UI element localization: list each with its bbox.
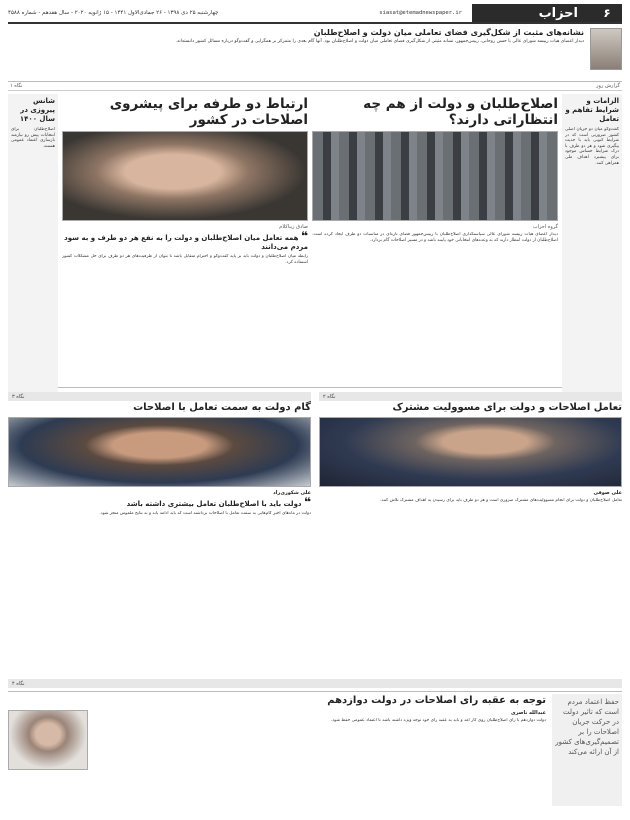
kicker-view-1: نگاه ۱ bbox=[10, 83, 23, 89]
view-3-headline: گام دولت به سمت تعامل با اصلاحات bbox=[133, 402, 311, 413]
view-4-headline: توجه به عقبه رای اصلاحات در دولت دوازدهم bbox=[327, 695, 546, 706]
kicker-report: گزارش روز bbox=[596, 83, 620, 89]
main-article bbox=[312, 94, 558, 392]
lead-title: نشانه‌های مثبت از شکل‌گیری فضای تعاملی میان دولت و اصلاح‌طلبان bbox=[313, 28, 584, 37]
main-headline: اصلاح‌طلبان و دولت از هم چه انتظاراتی دارند؟ bbox=[363, 96, 558, 128]
lead-photo bbox=[590, 28, 622, 70]
section-1 bbox=[8, 94, 622, 384]
second-photo bbox=[62, 131, 308, 221]
email-link[interactable]: siasat@etemadnewspaper.ir bbox=[379, 10, 462, 16]
view-3-author: علی شکوری‌راد bbox=[273, 490, 311, 496]
quote-icon: ❝ bbox=[303, 495, 311, 509]
view-2-author: علی صوفی bbox=[593, 490, 622, 496]
kicker-view-3: نگاه ۳ bbox=[8, 392, 311, 401]
second-article bbox=[62, 94, 308, 392]
lead-story bbox=[8, 24, 622, 82]
quote-icon: ❝ bbox=[300, 229, 308, 243]
article-view-3 bbox=[8, 390, 311, 677]
sidebar-title: الزامات و شرایط تفاهم و تعامل bbox=[565, 97, 619, 123]
sidebar-body: گفت‌وگو میان دو جریان اصلی کشور ضرورتی است که در شرایط کنونی باید با جدیت پیگیری شود و هر دو طرف با درک شرایط حساس موجود برای پیشبرد اهداف ملی همراهی کنند. bbox=[565, 127, 619, 166]
main-body: دیدار اعضای هیات رییسه شورای عالی سیاستگذاری اصلاح‌طلبان با رییس‌جمهور فضای تازه‌ای در مناسبات دو طرف ایجاد کرده است. اصلاح‌طلبان از دولت انتظار دارند که به وعده‌های انتخاباتی خود پایبند باشد و در مسیر اصلاحات گام بردارد. bbox=[312, 232, 558, 243]
section-title: احزاب bbox=[472, 4, 592, 22]
article-view-2 bbox=[319, 390, 622, 677]
kicker-view-2: نگاه ۲ bbox=[319, 392, 622, 401]
view-3-photo bbox=[8, 417, 311, 487]
kicker-view-4: نگاه ۴ bbox=[8, 679, 622, 688]
second-headline: ارتباط دو طرفه برای پیشروی اصلاحات در کشور bbox=[109, 96, 308, 128]
view-2-body: تعامل اصلاح‌طلبان و دولت برای انجام مسوولیت‌های مشترک ضروری است و هر دو طرف باید برای رسیدن به اهداف مشترک تلاش کنند. bbox=[379, 498, 622, 503]
main-byline: گروه احزاب bbox=[532, 224, 558, 230]
view-2-headline: تعامل اصلاحات و دولت برای مسوولیت مشترک bbox=[392, 402, 622, 413]
article-view-4 bbox=[8, 694, 546, 806]
view-3-quote: ❝ دولت باید با اصلاح‌طلبان تعامل بیشتری داشته باشد bbox=[126, 495, 311, 509]
lead-body: دیدار اعضای هیات رییسه شورای عالی با حسن روحانی، رییس‌جمهور، نشانه مثبتی از شکل‌گیری فضای تعاملی میان دولت و اصلاح‌طلبان بود. آنها گام بعدی را متمرکز بر همگرایی و گفت‌وگو درباره مسائل کشور دانسته‌اند. bbox=[175, 39, 584, 44]
view-2-photo bbox=[319, 417, 622, 487]
page-number: ۶ bbox=[592, 4, 622, 22]
sidebar-left-body: اصلاح‌طلبان برای انتخابات پیش رو نیازمند بازسازی اعتماد عمومی هستند. bbox=[11, 127, 55, 149]
main-photo bbox=[312, 131, 558, 221]
pull-quote: ❝ همه تعامل میان اصلاح‌طلبان و دولت را به نفع هر دو طرف و به سود مردم می‌دانند bbox=[64, 229, 308, 251]
section-3 bbox=[8, 691, 622, 806]
dateline: چهارشنبه ۲۵ دی ۱۳۹۸ - ۲۶ جمادی‌الاول ۱۴۴۱ - ۱۵ ژانویه ۲۰۲۰ - سال هفدهم - شماره ۴۵۸۸ bbox=[8, 10, 219, 16]
section-2 bbox=[8, 387, 622, 677]
page-header bbox=[8, 4, 622, 24]
sidebar-box-left bbox=[8, 94, 58, 392]
view-4-body: دولت دوازدهم با رای اصلاح‌طلبان روی کار آمد و باید به عقبه رای خود توجه ویژه داشته باشد تا اعتماد عمومی حفظ شود. bbox=[330, 718, 546, 723]
section-kicker-row bbox=[8, 82, 622, 91]
sidebar-box-right bbox=[562, 94, 622, 392]
second-byline: صادق زیباکلام bbox=[279, 224, 308, 230]
view-3-body: دولت در ماه‌های اخیر گام‌هایی به سمت تعامل با اصلاحات برداشته است که باید ادامه یابد و به نتایج ملموس منجر شود. bbox=[99, 511, 311, 516]
sidebar-left-title: شانس پیروزی در سال ۱۴۰۰ bbox=[19, 97, 55, 123]
view-4-author: عبدالله ناصری bbox=[510, 710, 546, 716]
side-quote: حفظ اعتماد مردم است که تاثیر دولت در حرکت جریان اصلاحات را بر تصمیم‌گیری‌های کشور از آن ارائه می‌کند bbox=[552, 694, 622, 806]
second-body: رابطه میان اصلاح‌طلبان و دولت باید بر پایه گفت‌وگو و احترام متقابل باشد تا بتوان از ظرفیت‌های هر دو طرف برای حل مشکلات کشور استفاده کرد. bbox=[62, 254, 308, 265]
view-4-photo bbox=[8, 710, 88, 770]
